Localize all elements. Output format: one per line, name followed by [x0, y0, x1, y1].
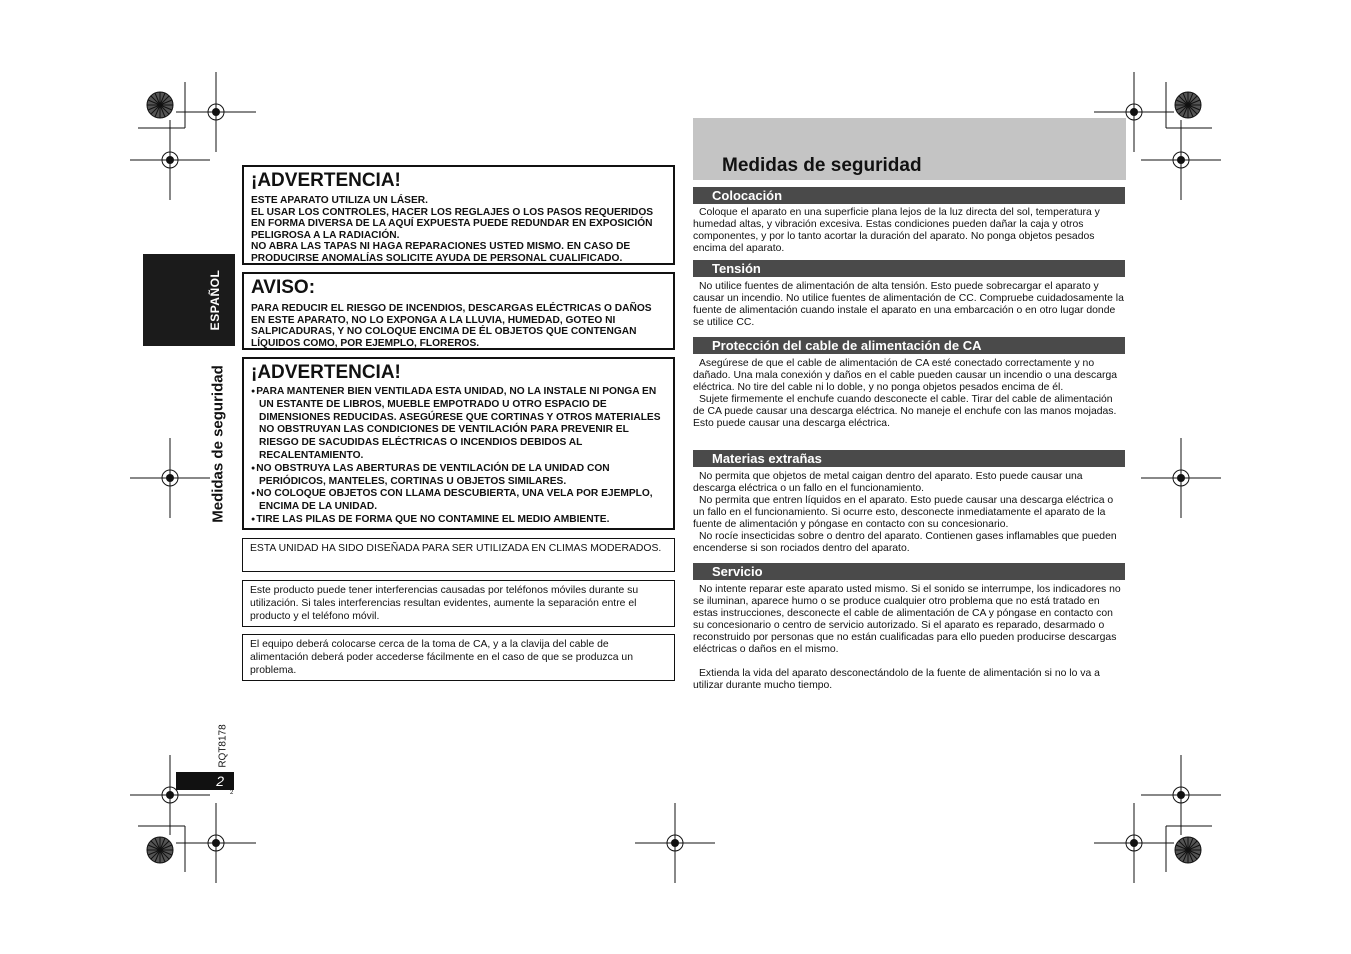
paragraph: No permita que objetos de metal caigan dentro del aparato. Esto puede causar una descarga eléctrica o un fallo en el funcionamiento. — [693, 471, 1083, 494]
ventilation-warning-title: ¡ADVERTENCIA! — [251, 362, 401, 383]
paragraph: Extienda la vida del aparato desconectándolo de la fuente de alimentación si no lo va a utilizar durante mucho tiempo. — [693, 668, 1100, 691]
language-label: ESPAÑOL — [208, 269, 222, 331]
page-number: 2 — [176, 772, 234, 790]
closing-note — [693, 668, 1125, 692]
paragraph: Sujete firmemente el enchufe cuando desconecte el cable. Tirar del cable de alimentación de CA puede causar una descarga eléctrica. No maneje el enchufe con las manos mojadas. Esto puede causar una descarga eléctrica. — [693, 394, 1117, 429]
laser-warning-line: EL USAR LOS CONTROLES, HACER LOS REGLAJES O LOS PASOS REQUERIDOS EN FORMA DIVERSA DE LA AQUÍ EXPUESTA PUEDE REDUNDAR EN EXPOSICIÓN PELIGROSA A LA RADIACIÓN. — [251, 206, 654, 241]
warning-bullet: ● NO OBSTRUYA LAS ABERTURAS DE VENTILACIÓN DE LA UNIDAD CON PERIÓDICOS, MANTELES, CORTINAS U OBJETOS SIMILARES. — [251, 463, 666, 489]
aviso-box — [242, 272, 675, 350]
laser-warning-box — [242, 165, 675, 265]
mobile-phone-note: Este producto puede tener interferencias causadas por teléfonos móviles durante su utilización. Si tales interferencias resultan evidentes, aumente la separación entre el producto y el teléfono móvil. — [242, 580, 675, 627]
section-heading-colocacion: Colocación — [693, 187, 1125, 204]
climate-note: ESTA UNIDAD HA SIDO DISEÑADA PARA SER UTILIZADA EN CLIMAS MODERADOS. — [242, 538, 675, 572]
section-heading-materias: Materias extrañas — [693, 450, 1125, 467]
laser-warning-line: NO ABRA LAS TAPAS NI HAGA REPARACIONES USTED MISMO. EN CASO DE PRODUCIRSE ANOMALÍAS SOLICITE AYUDA DE PERSONAL CUALIFICADO. — [251, 241, 631, 264]
laser-warning-title: ¡ADVERTENCIA! — [251, 170, 401, 191]
paragraph: No rocíe insecticidas sobre o dentro del aparato. Contienen gases inflamables que pueden encenderse si son rociados dentro del aparato. — [693, 531, 1117, 554]
ventilation-warning-box — [242, 357, 675, 530]
tiny-page-number: 2 — [230, 790, 234, 796]
aviso-title: AVISO: — [251, 277, 316, 298]
section-text-colocacion — [693, 207, 1125, 255]
section-heading-tension: Tensión — [693, 260, 1125, 277]
laser-warning-line: ESTE APARATO UTILIZA UN LÁSER. — [251, 195, 428, 206]
section-text-servicio — [693, 584, 1125, 656]
warning-bullet: ● NO COLOQUE OBJETOS CON LLAMA DESCUBIERTA, UNA VELA POR EJEMPLO, ENCIMA DE LA UNIDAD. — [251, 488, 666, 514]
paragraph: Coloque el aparato en una superficie plana lejos de la luz directa del sol, temperatura y humedad altas, y vibración excesiva. Estas condiciones pueden dañar la caja y otros componentes, y por lo tanto acortar la duración del aparato. No ponga objetos pesados encima del aparato. — [693, 207, 1100, 254]
paragraph: Asegúrese de que el cable de alimentación de CA esté conectado correctamente y no dañado. Una mala conexión y daños en el cable pueden causar un incendio o una descarga eléctrica. No tire del cable ni lo doble, y no ponga objetos pesados encima de él. — [693, 358, 1118, 393]
section-text-cable — [693, 358, 1125, 430]
document-code: RQT8178 — [217, 724, 229, 768]
warning-bullet: ● TIRE LAS PILAS DE FORMA QUE NO CONTAMINE EL MEDIO AMBIENTE. — [251, 514, 666, 527]
section-heading-cable: Protección del cable de alimentación de CA — [693, 337, 1125, 354]
sidebar-section-title: Medidas de seguridad — [209, 365, 227, 523]
aviso-text: PARA REDUCIR EL RIESGO DE INCENDIOS, DESCARGAS ELÉCTRICAS O DAÑOS EN ESTE APARATO, NO LO EXPONGA A LA LLUVIA, HUMEDAD, GOTEO NI SALPICADURAS, Y NO COLOQUE ENCIMA DE ÉL OBJETOS QUE CONTENGAN LÍQUIDOS COMO, POR EJEMPLO, FLOREROS. — [251, 303, 652, 349]
section-text-tension — [693, 281, 1125, 329]
paragraph: No intente reparar este aparato usted mismo. Si el sonido se interrumpe, los indicadores no se iluminan, aparece humo o se produce cualquier otro problema que no está tratado en estas instrucciones, desconecte el cable de alimentación de CA y póngase en contacto con su concesionario o centro de servicio autorizado. Si el aparato es reparado, desarmado o reconstruido por personas que no están cualificadas para ello pueden producirse descargas eléctricas o daños en el mismo. — [693, 584, 1121, 655]
paragraph: No permita que entren líquidos en el aparato. Esto puede causar una descarga eléctrica o un fallo en el funcionamiento. Si ocurre esto, desconecte inmediatamente el aparato de la fuente de alimentación y póngase en contacto con su concesionario. — [693, 495, 1114, 530]
ac-outlet-note: El equipo deberá colocarse cerca de la toma de CA, y a la clavija del cable de alimentación deberá poder accederse fácilmente en el caso de que se produzca un problema. — [242, 634, 675, 681]
section-heading-servicio: Servicio — [693, 563, 1125, 580]
page-title: Medidas de seguridad — [722, 155, 922, 176]
warning-bullet: ● PARA MANTENER BIEN VENTILADA ESTA UNIDAD, NO LA INSTALE NI PONGA EN UN ESTANTE DE LIBROS, MUEBLE EMPOTRADO U OTRO ESPACIO DE DIMENSIONES REDUCIDAS. ASEGÚRESE QUE CORTINAS Y OTROS MATERIALES NO OBSTRUYAN LAS CONDICIONES DE VENTILACIÓN PARA PREVENIR EL RIESGO DE SACUDIDAS ELÉCTRICAS O INCENDIOS DEBIDOS AL RECALENTAMIENTO. — [251, 386, 666, 463]
section-text-materias — [693, 471, 1125, 555]
paragraph: No utilice fuentes de alimentación de alta tensión. Esto puede sobrecargar el aparato y causar un incendio. No utilice fuentes de alimentación de CC. Compruebe cuidadosamente la fuente de alimentación cuando instale el aparato en una embarcación o en otro lugar donde se utilice CC. — [693, 281, 1124, 328]
